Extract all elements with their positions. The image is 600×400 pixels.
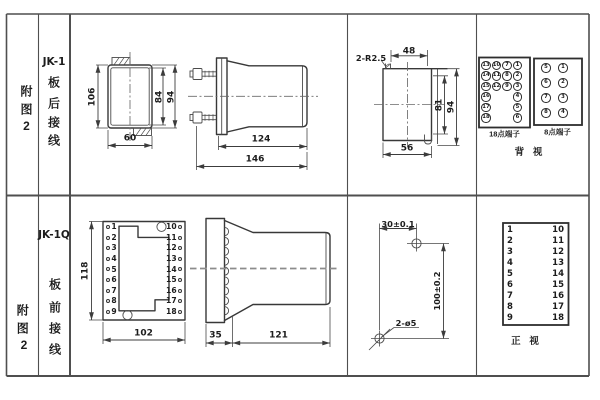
- front-terminal-label: 8: [111, 296, 117, 306]
- terminal-circle-5: 5: [513, 103, 522, 112]
- table-left-1: 1: [507, 225, 513, 236]
- front-terminal-label: 3: [111, 243, 117, 253]
- terminal8-circle-7: 7: [541, 93, 550, 102]
- terminal-dot-icon: [178, 257, 182, 261]
- model-label-jk1: JK-1: [42, 56, 66, 68]
- terminal-circle-16: 16: [481, 92, 490, 101]
- front-terminal-label: 17: [166, 296, 177, 306]
- terminal-dot-icon: [106, 267, 110, 271]
- table-left-5: 5: [507, 269, 513, 280]
- table-grid: [7, 14, 590, 376]
- terminal-dot-icon: [106, 278, 110, 282]
- dim-label-corner-radius: 2-R2.5: [355, 52, 387, 63]
- terminal-dot-icon: [106, 236, 110, 240]
- front-terminal-12: [156, 244, 183, 253]
- wiring-label-char: 板: [47, 75, 61, 89]
- terminal-circle-14: 14: [481, 71, 490, 80]
- front-terminal-label: 6: [111, 275, 117, 285]
- fig-label-char: 图: [16, 321, 29, 336]
- terminal8-circle-2: 2: [558, 78, 567, 87]
- front-terminal-label: 16: [166, 285, 177, 295]
- front-terminal-label: 1: [111, 222, 117, 232]
- front-terminal-17: [156, 297, 183, 306]
- fig-label-char: 2: [23, 118, 30, 133]
- terminal-block-18-label: 18点端子: [489, 129, 520, 139]
- front-view-caption: 正 视: [511, 335, 542, 347]
- wiring-label-char: 后: [47, 96, 61, 111]
- front-terminal-label: 18: [166, 306, 177, 316]
- front-terminal-15: [156, 275, 183, 284]
- front-terminal-8: [105, 297, 117, 306]
- table-left-3: 3: [507, 247, 513, 258]
- terminal8-circle-8: 8: [541, 108, 550, 117]
- front-terminal-label: 7: [111, 285, 117, 295]
- dim-label-118: 118: [80, 261, 91, 280]
- terminal-dot-icon: [106, 299, 110, 303]
- terminal-dot-icon: [178, 246, 182, 250]
- dim-label-146: 146: [245, 154, 265, 165]
- terminal-dot-icon: [178, 225, 182, 229]
- dim-label-84: 84: [154, 90, 164, 103]
- dim-label-30: 30±0.1: [381, 218, 415, 229]
- terminal8-circle-1: 1: [558, 63, 567, 72]
- front-terminal-3: [105, 244, 117, 253]
- front-terminal-label: 2: [111, 232, 117, 242]
- terminal-dot-icon: [106, 289, 110, 293]
- fig-label-char: 图: [20, 102, 33, 117]
- wiring-label-char: 板: [48, 277, 62, 292]
- jk1-side-view-drawing: [188, 58, 318, 170]
- table-right-15: 15: [552, 280, 564, 291]
- front-terminal-5: [105, 265, 117, 274]
- terminal-dot-icon: [106, 246, 110, 250]
- front-terminal-11: [156, 233, 183, 242]
- terminal-dot-icon: [178, 267, 182, 271]
- terminal-dot-icon: [106, 225, 110, 229]
- terminal8-circle-5: 5: [541, 63, 550, 72]
- dim-label-2-holes: 2-ø5: [395, 317, 417, 328]
- terminal-dot-icon: [178, 299, 182, 303]
- dim-label-94-cutout: 94: [446, 100, 457, 114]
- front-terminal-18: [156, 307, 183, 316]
- dim-label-94: 94: [166, 90, 176, 103]
- front-terminal-4: [105, 254, 117, 263]
- table-left-8: 8: [507, 302, 513, 313]
- terminal-circle-6: 6: [513, 113, 522, 122]
- table-right-12: 12: [552, 247, 564, 258]
- terminal8-circle-6: 6: [541, 78, 550, 87]
- front-terminal-label: 9: [111, 306, 117, 316]
- front-terminal-label: 12: [166, 243, 177, 253]
- terminal-dot-icon: [178, 289, 182, 293]
- terminal-dot-icon: [178, 236, 182, 240]
- table-left-4: 4: [507, 258, 513, 269]
- dim-label-106: 106: [87, 87, 98, 106]
- front-terminal-label: 11: [166, 232, 177, 242]
- dim-label-56: 56: [400, 143, 414, 154]
- terminal-circle-10: 10: [492, 61, 501, 70]
- wiring-label-char: 接: [48, 321, 62, 335]
- dim-label-102: 102: [134, 328, 153, 339]
- fig-label-char: 2: [20, 337, 28, 352]
- terminal-circle-8: 8: [502, 71, 511, 80]
- front-terminal-label: 10: [166, 222, 177, 232]
- terminal-circle-1: 1: [513, 61, 522, 70]
- terminal-circle-17: 17: [481, 103, 490, 112]
- wiring-label-char: 前: [48, 300, 62, 314]
- terminal8-circle-3: 3: [558, 93, 567, 102]
- terminal-circle-9: 9: [502, 82, 511, 91]
- terminal-circle-12: 12: [492, 82, 501, 91]
- wiring-label-char: 接: [47, 115, 61, 129]
- front-terminal-9: [105, 307, 117, 316]
- front-terminal-6: [105, 275, 117, 284]
- front-terminal-label: 5: [111, 264, 117, 274]
- table-left-6: 6: [507, 280, 513, 291]
- dim-label-60: 60: [123, 133, 137, 144]
- terminal-dot-icon: [106, 310, 110, 314]
- jk1q-side-view-drawing: [190, 219, 340, 348]
- table-right-14: 14: [552, 269, 564, 280]
- front-terminal-14: [156, 265, 183, 274]
- dim-label-35: 35: [209, 330, 222, 341]
- fig-label-char: 附: [16, 303, 29, 318]
- wiring-label-char: 线: [47, 133, 61, 148]
- front-terminal-label: 14: [166, 264, 177, 274]
- terminal-dot-icon: [178, 310, 182, 314]
- table-right-10: 10: [552, 225, 564, 236]
- terminal-circle-15: 15: [481, 82, 490, 91]
- terminal8-circle-4: 4: [558, 108, 567, 117]
- wiring-label-char: 线: [48, 342, 62, 356]
- terminal-block-8-label: 8点端子: [544, 127, 571, 137]
- rear-view-caption: 背 视: [514, 147, 546, 158]
- dim-label-100: 100±0.2: [431, 271, 442, 311]
- terminal-circle-3: 3: [513, 82, 522, 91]
- table-left-2: 2: [507, 236, 513, 247]
- front-terminal-16: [156, 286, 183, 295]
- front-terminal-7: [105, 286, 117, 295]
- terminal-circle-11: 11: [492, 71, 501, 80]
- dim-label-121: 121: [269, 330, 288, 341]
- table-right-17: 17: [552, 302, 564, 313]
- front-terminal-label: 15: [166, 275, 177, 285]
- front-terminal-10: [156, 222, 183, 231]
- fig-label-char: 附: [20, 84, 33, 99]
- dim-label-81: 81: [434, 98, 444, 111]
- terminal-dot-icon: [178, 278, 182, 282]
- front-terminal-13: [156, 254, 183, 263]
- terminal-circle-2: 2: [513, 71, 522, 80]
- dim-label-48: 48: [402, 46, 416, 56]
- model-label-jk1q: JK-1Q: [38, 229, 70, 241]
- front-terminal-label: 4: [111, 253, 117, 263]
- front-terminal-1: [105, 222, 117, 231]
- table-right-18: 18: [552, 313, 564, 324]
- terminal-circle-13: 13: [481, 61, 490, 70]
- terminal-circle-4: 4: [513, 92, 522, 101]
- front-terminal-label: 13: [166, 253, 177, 263]
- table-right-13: 13: [552, 258, 564, 269]
- front-terminal-2: [105, 233, 117, 242]
- table-left-7: 7: [507, 291, 513, 302]
- terminal-circle-7: 7: [502, 61, 511, 70]
- terminal-dot-icon: [106, 257, 110, 261]
- dim-label-124: 124: [251, 134, 271, 145]
- jk1-front-view-drawing: [96, 52, 177, 149]
- table-right-16: 16: [552, 291, 564, 302]
- table-right-11: 11: [552, 236, 564, 247]
- table-left-9: 9: [507, 313, 513, 324]
- terminal-circle-18: 18: [481, 113, 490, 122]
